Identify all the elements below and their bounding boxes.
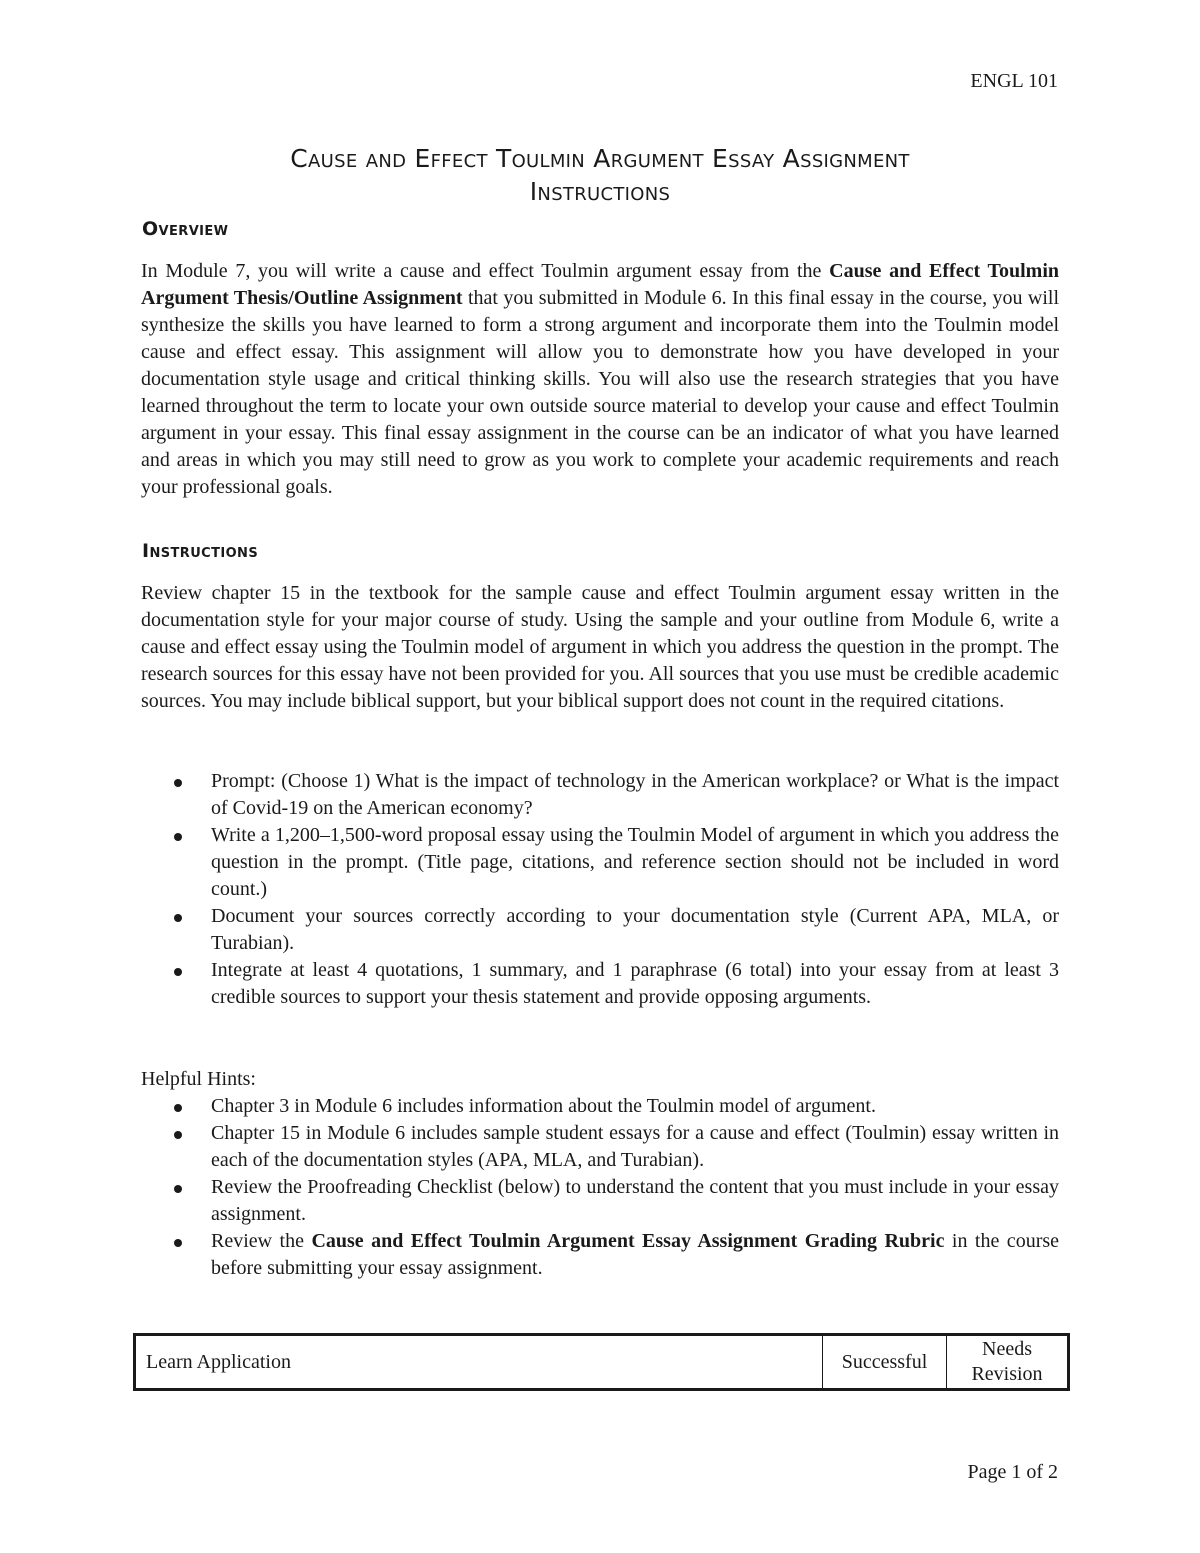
proofreading-checklist-table (133, 1333, 1070, 1391)
hint-text: Review the Proofreading Checklist (below) to understand the content that you must include in your essay assignment. (211, 1176, 1059, 1225)
bullet-text: Integrate at least 4 quotations, 1 summary, and 1 paraphrase (6 total) into your essay from at least 3 credible sources to support your thesis statement and provide opposing arguments. (211, 959, 1059, 1008)
bullet-icon (174, 1131, 182, 1139)
helpful-hints-list (0, 1093, 1200, 1282)
bullet-icon (174, 833, 182, 841)
list-item (0, 1228, 1059, 1282)
instructions-heading: Instructions (142, 540, 259, 562)
table-row (135, 1335, 1069, 1390)
course-code: ENGL 101 (970, 70, 1058, 92)
bullet-icon (174, 1185, 182, 1193)
title-line-2: Instructions (529, 177, 671, 206)
instructions-paragraph: Review chapter 15 in the textbook for the sample cause and effect Toulmin argument essay written in the documentation style for your major course of study. Using the sample and your outline from Module 6, write a cause and effect essay using the Toulmin model of argument in which you address the question in the prompt. The research sources for this essay have not been provided for you. All sources that you use must be credible academic sources. You may include biblical support, but your biblical support does not count in the required citations. (141, 582, 1059, 712)
rubric-name: Cause and Effect Toulmin Argument Essay Assignment Grading Rubric (311, 1230, 945, 1252)
bullet-icon (174, 779, 182, 787)
helpful-hints-label: Helpful Hints: (141, 1068, 256, 1090)
page-number: Page 1 of 2 (967, 1461, 1058, 1483)
hint-text: Chapter 3 in Module 6 includes information about the Toulmin model of argument. (211, 1095, 876, 1117)
bullet-icon (174, 914, 182, 922)
bullet-icon (174, 1239, 182, 1247)
list-item (0, 1093, 1059, 1120)
bullet-text: Write a 1,200–1,500-word proposal essay using the Toulmin Model of argument in which you address the question in the prompt. (Title page, citations, and reference section should not be included in word count.) (211, 824, 1059, 900)
overview-heading: Overview (142, 218, 229, 240)
overview-text-1: In Module 7, you will write a cause and effect Toulmin argument essay from the (141, 260, 830, 282)
overview-text-2: that you submitted in Module 6. In this final essay in the course, you will synthesize the skills you have learned to form a strong argument and incorporate them into the Toulmin model cause and effect essay. This assignment will allow you to demonstrate how you have developed in your documentation style usage and critical thinking skills. You will also use the research strategies that you have learned throughout the term to locate your own outside source material to develop your cause and effect Toulmin argument in your essay. This final essay assignment in the course can be an indicator of what you have learned and areas in which you may still need to grow as you work to complete your academic requirements and reach your professional goals. (141, 287, 1059, 498)
list-item (0, 903, 1059, 957)
hint-text: Chapter 15 in Module 6 includes sample student essays for a cause and effect (Toulmin) essay written in each of the documentation styles (APA, MLA, and Turabian). (211, 1122, 1059, 1171)
checklist-header-successful: Successful (823, 1335, 947, 1390)
needs-revision-line-1: Needs (982, 1338, 1032, 1360)
overview-paragraph (141, 258, 1059, 501)
hint-text-pre: Review the (211, 1230, 312, 1252)
list-item (0, 957, 1059, 1011)
outline-assignment-name: Cause and Effect Toulmin Argument Thesis/Outline Assignment (141, 260, 1059, 309)
checklist-header-needs-revision (947, 1335, 1069, 1390)
checklist-header-item: Learn Application (135, 1335, 823, 1390)
title-line-1: Cause and Effect Toulmin Argument Essay Assignment (290, 144, 910, 173)
hint-text-post: in the course before submitting your essay assignment. (211, 1230, 1060, 1279)
bullet-icon (174, 1104, 182, 1112)
list-item (0, 822, 1059, 903)
bullet-icon (174, 968, 182, 976)
list-item (0, 1120, 1059, 1174)
list-item (0, 768, 1059, 822)
bullet-text: Prompt: (Choose 1) What is the impact of technology in the American workplace? or What is the impact of Covid-19 on the American economy? (211, 770, 1059, 819)
list-item (0, 1174, 1059, 1228)
bullet-text: Document your sources correctly according to your documentation style (Current APA, MLA, or Turabian). (211, 905, 1059, 954)
requirements-list (0, 768, 1200, 1011)
document-title (140, 142, 1060, 208)
needs-revision-line-2: Revision (971, 1363, 1043, 1385)
